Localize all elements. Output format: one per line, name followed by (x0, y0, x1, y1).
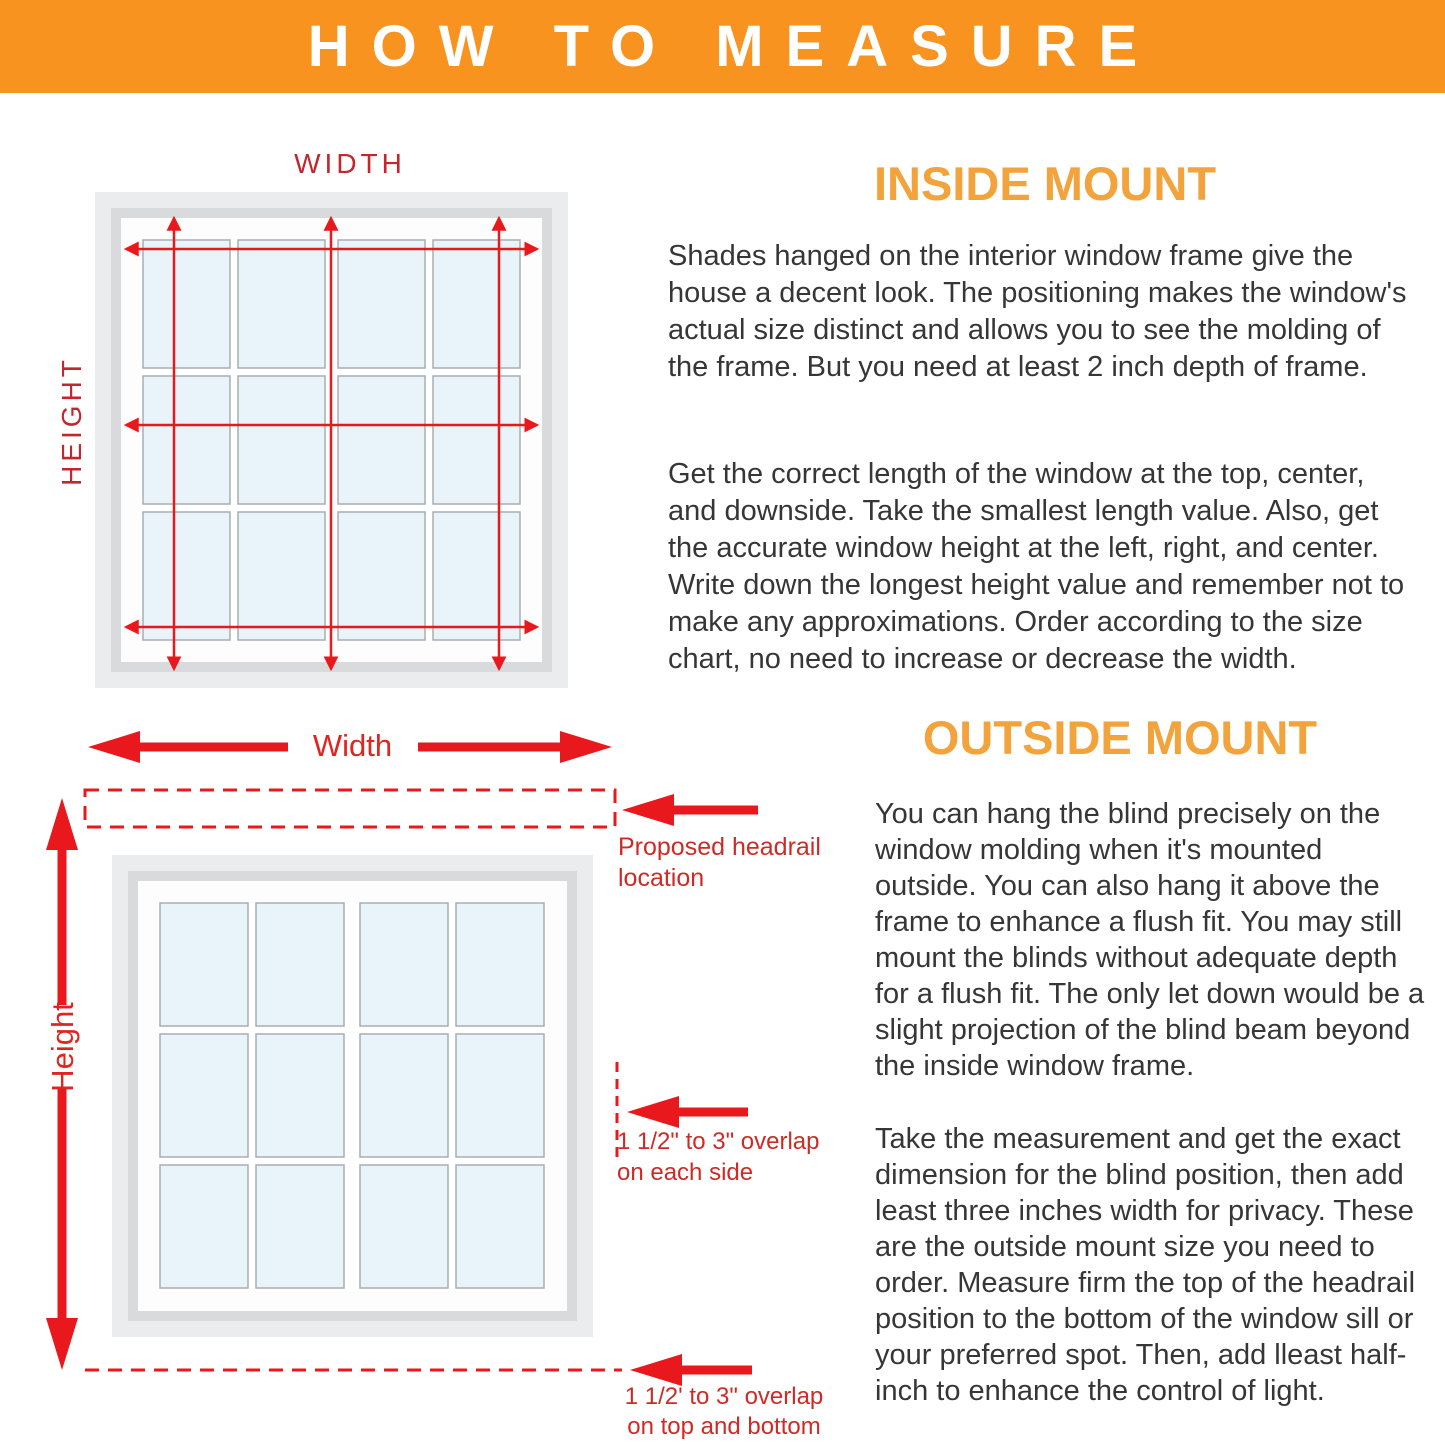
width-label: Width (312, 728, 393, 763)
banner (0, 0, 1445, 93)
inside-mount-heading: INSIDE MOUNT (873, 157, 1217, 210)
page-title: HOW TO MEASURE (307, 14, 1160, 79)
width-arrow-left (88, 731, 288, 763)
proposed-headrail-label: Proposed headrail location (618, 833, 821, 892)
height-arrow-bottom (46, 1088, 78, 1370)
outside-mount-paragraph-1: You can hang the blind precisely on the window molding when it's mounted outside. You can also hang it above the frame to enhance a flush fit. You may still mount the blinds without adequate depth for a flush fit. The only let down would be a slight projection of the blind beam beyond the inside window frame. (875, 798, 1425, 1082)
height-label: HEIGHT (56, 356, 87, 486)
outside-mount-window-illustration (30, 720, 860, 1445)
bottom-overlap-label: 1 1/2' to 3" overlap on top and bottom (624, 1383, 824, 1440)
outside-mount-heading: OUTSIDE MOUNT (922, 711, 1318, 764)
outside-mount-paragraph-2: Take the measurement and get the exact dimension for the blind position, then add least three inches width for privacy. These are the outside mount size you need to order. Measure firm the top of the headrail position to the bottom of the window sill or your preferred spot. Then, add lleast half-inch to enhance the control of light. (875, 1123, 1416, 1407)
height-arrow-top (46, 798, 78, 1005)
headrail-dashed-box (85, 790, 615, 827)
outside-mount-diagram (30, 720, 860, 1445)
inside-mount-paragraph-2: Get the correct length of the window at the top, center, and downside. Take the smallest length value. Also, get the accurate window height at the left, right, and center. Write down the longest height value and remember not to make any approximations. Order according to the size chart, no need to increase or decrease the width. (668, 458, 1405, 675)
height-label: Height (45, 1002, 80, 1092)
side-overlap-pointer-arrow (627, 1096, 748, 1128)
inside-mount-diagram (40, 140, 600, 700)
inside-mount-paragraph-1: Shades hanged on the interior window frame give the house a decent look. The positioning makes the window's actual size distinct and allows you to see the molding of the frame. But you need at least 2 inch depth of frame. (668, 240, 1407, 383)
side-overlap-label: 1 1/2" to 3" overlap on each side (617, 1128, 820, 1186)
width-label: WIDTH (294, 148, 406, 179)
width-arrow-right (418, 731, 612, 763)
inside-mount-window-illustration (40, 140, 600, 700)
headrail-pointer-arrow (622, 794, 758, 826)
